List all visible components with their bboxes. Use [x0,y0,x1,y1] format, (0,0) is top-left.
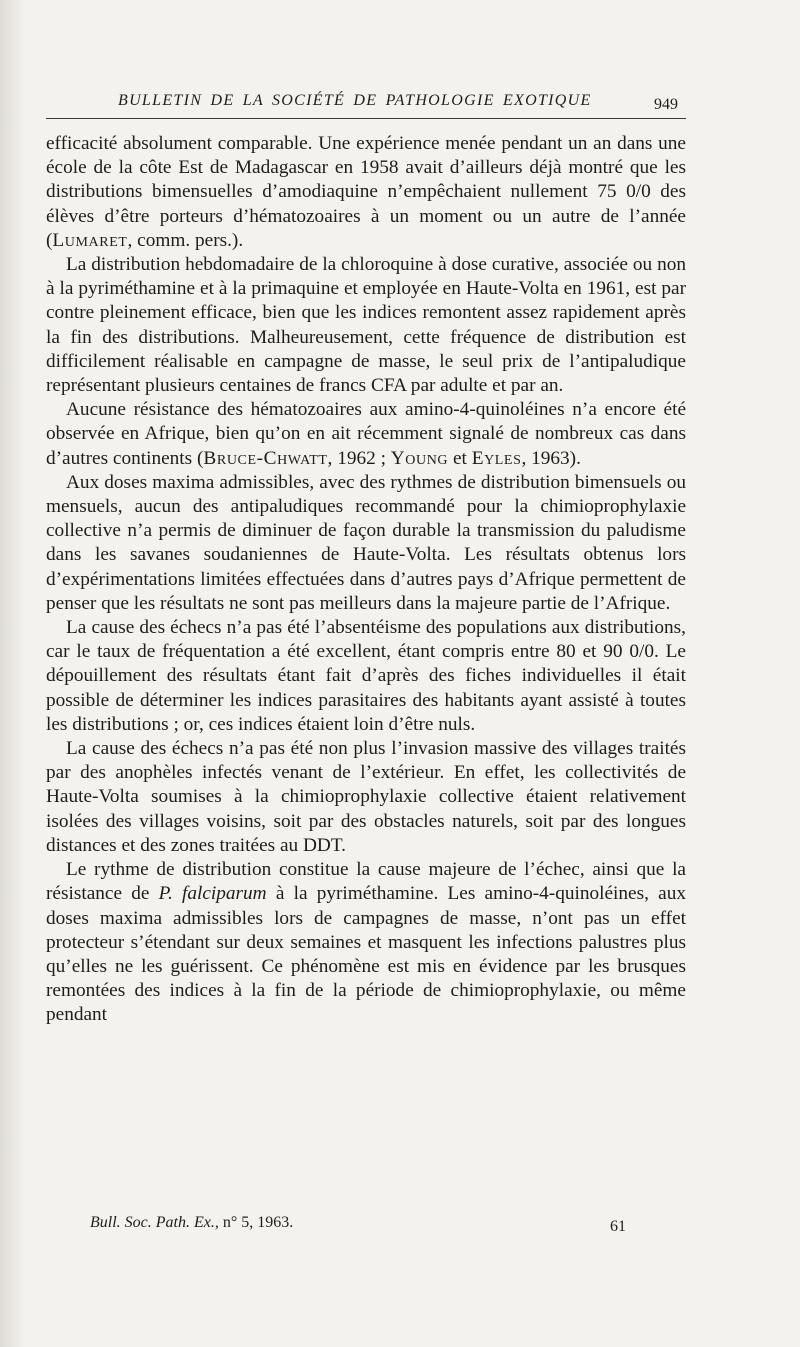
author-citation: Young [390,447,449,469]
paragraph-3-text: Aucune résistance des hématozoaires aux amino-4-quinoléines n’a encore été observée en Afrique, bien qu’on en ait récemment signalé de nombreux cas dans d’autres continents ( [46,399,686,469]
paragraph-3-text-3: et [448,447,472,469]
page-number: 949 [654,96,678,113]
issue-reference: n° 5, 1963. [222,1214,294,1231]
paragraph-7-text-end: à la pyriméthamine. Les amino-4-quinoléines, aux doses maxima admissibles lors de campagnes de masse, n’ont pas un effet protecteur s’étendant sur deux semaines et masquent les infections palustres plus qu’elles ne les guérissent. Ce phénomène est mis en évidence par les brusques remontées des indices à la fin de la période de chimioprophylaxie, ou même pendant [46,883,686,1026]
paragraph-4: Aux doses maxima admissibles, avec des rythmes de distribution bimensuels ou mensuels, aucun des antipaludiques recommandé pour la chimioprophylaxie collective n’a permis de diminuer de façon durable la transmission du paludisme dans les savanes soudaniennes de Haute-Volta. Les résultats obtenus lors d’expérimentations limitées effectuées dans d’autres pays d’Afrique permettent de penser que les résultats ne sont pas meilleurs dans la majeure partie de l’Afrique. [46,471,686,614]
paragraph-3-text-2: , 1962 ; [327,447,391,469]
paragraph-7-text: Le rythme de distribution constitue la cause majeure de l’échec, ainsi que la résistance de [46,859,686,905]
paragraph-1-text: efficacité absolument comparable. Une expérience menée pendant un an dans une école de la côte Est de Madagascar en 1958 avait d’ailleurs déjà montré que les distributions bimensuelles d’amodiaquine n’empêchaient nullement 75 0/0 des élèves d’être porteurs d’hématozoaires à un moment ou un autre de l’année ( [46,133,686,251]
paragraph-7 [46,858,686,1027]
header-rule [46,118,686,119]
paragraph-6: La cause des échecs n’a pas été non plus l’invasion massive des villages traités par des anophèles infectés venant de l’extérieur. En effet, les collectivités de Haute-Volta soumises à la chimioprophylaxie collective étaient relativement isolées des villages voisins, soit par des obstacles naturels, soit par des longues distances et des zones traitées au DDT. [46,738,686,856]
paragraph-1-text-end: , comm. pers.). [127,229,244,251]
page-edge-shadow [0,0,26,1347]
signature-number: 61 [610,1218,626,1235]
page-header [46,88,686,118]
page-footer [46,1214,686,1238]
running-title: BULLETIN DE LA SOCIÉTÉ DE PATHOLOGIE EXOTIQUE [118,92,592,109]
paragraph-5: La cause des échecs n’a pas été l’absentéisme des populations aux distributions, car le taux de fréquentation a été excellent, étant compris entre 80 et 90 0/0. Le dépouillement des résultats étant fait d’après des fiches individuelles il était possible de déterminer les indices parasitaires des habitants ayant assisté à toutes les distributions ; or, ces indices étaient loin d’être nuls. [46,617,686,735]
author-citation: Lumaret [52,229,128,251]
journal-abbrev: Bull. Soc. Path. Ex., [90,1214,219,1231]
body-text [46,132,686,1028]
species-name: P. falciparum [158,883,267,905]
author-citation: Bruce-Chwatt [203,447,328,469]
author-citation: Eyles [471,447,522,469]
journal-reference [90,1214,293,1232]
paragraph-2: La distribution hebdomadaire de la chloroquine à dose curative, associée ou non à la pyriméthamine et à la primaquine et employée en Haute-Volta en 1961, est par contre pleinement efficace, bien que les indices remontent assez rapidement après la fin des distributions. Malheureusement, cette fréquence de distribution est difficilement réalisable en campagne de masse, le seul prix de l’antipaludique représentant plusieurs centaines de francs CFA par adulte et par an. [46,254,686,397]
paragraph-3-text-4: , 1963). [521,447,581,469]
paragraph-1 [46,132,686,253]
paragraph-3 [46,398,686,471]
